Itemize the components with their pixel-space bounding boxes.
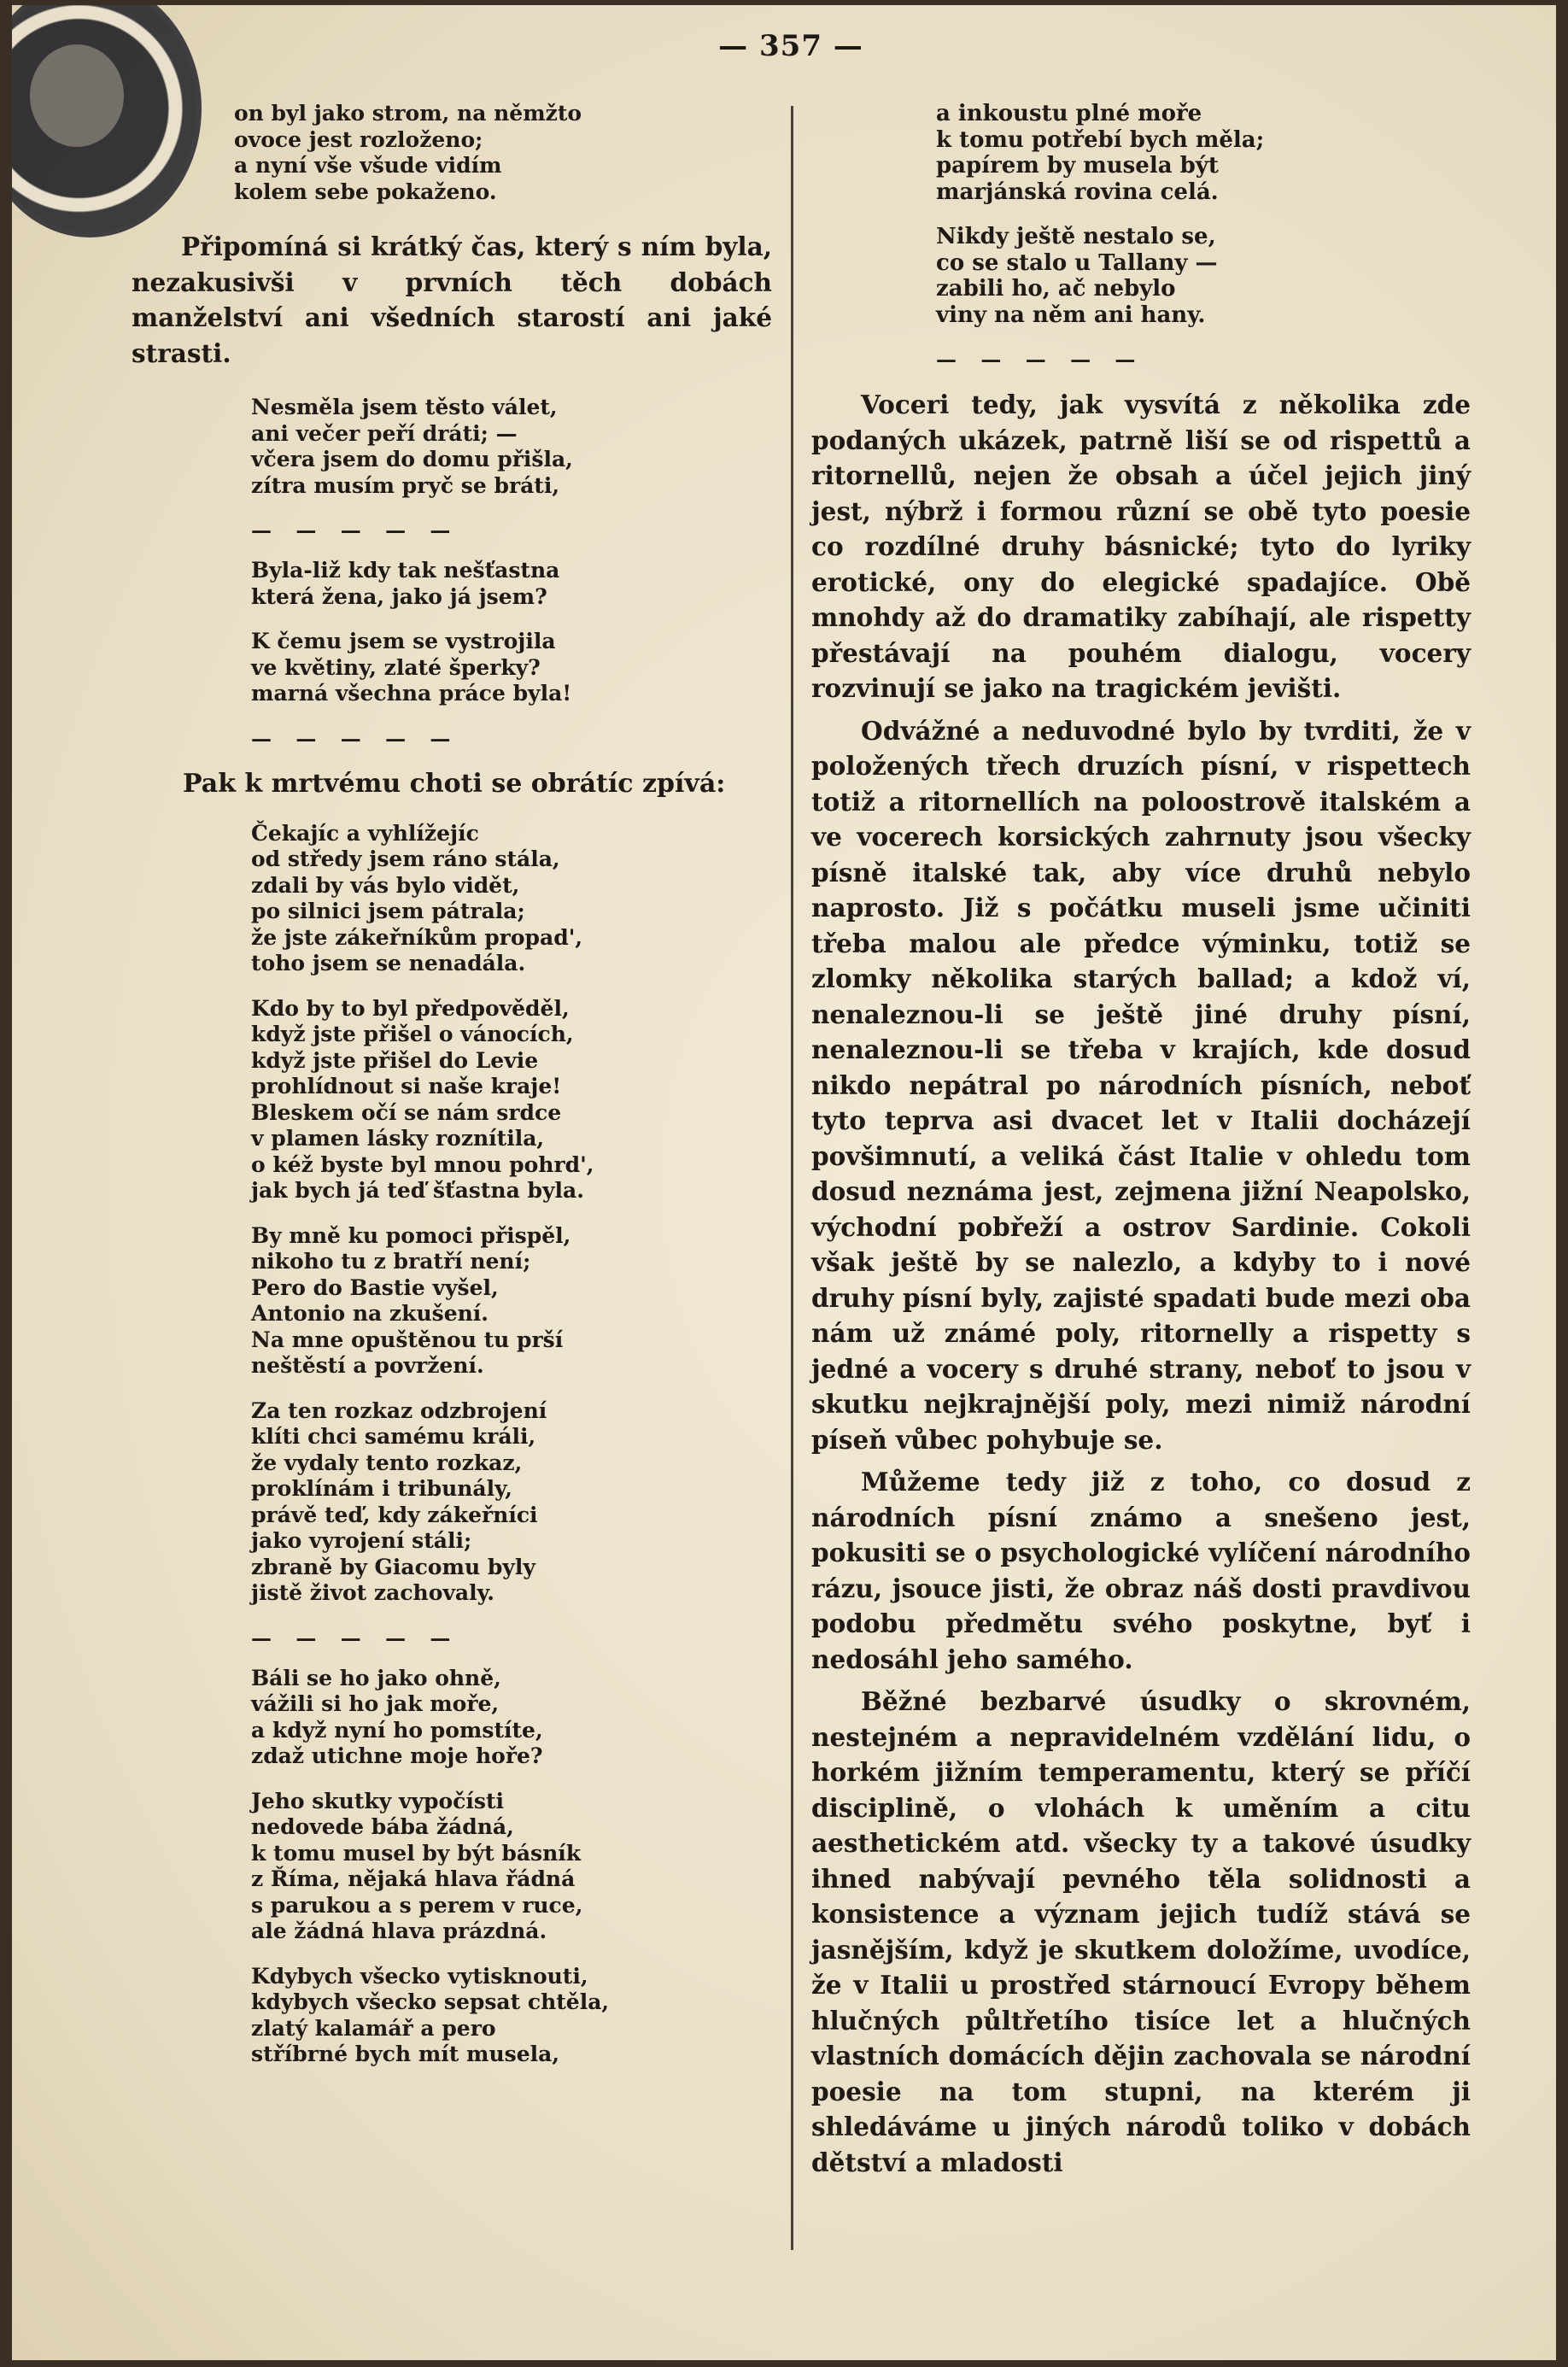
verse-line: Kdybych všecko vytisknouti, bbox=[251, 1963, 588, 1989]
dash-separator: — — — — — bbox=[936, 347, 1144, 372]
verse-line: Čekajíc a vyhlížejíc bbox=[251, 820, 479, 846]
verse-line: Nikdy ještě nestalo se, bbox=[936, 224, 1216, 249]
verse-line: k tomu potřebí bych měla; bbox=[936, 126, 1265, 153]
verse-line: zdali by vás bylo vidět, bbox=[251, 872, 520, 898]
verse-line: ve květiny, zlaté šperky? bbox=[251, 654, 541, 680]
verse-stanza bbox=[251, 821, 772, 977]
prose-paragraph: Můžeme tedy již z toho, co dosud z národních písní známo a snešeno jest, pokusiti se o psychologické vylíčení národního rázu, jsouce jisti, že obraz náš dosti pravdivou podobu předmětu svého poskytne, byť i nedosáhl jeho samého. bbox=[811, 1467, 1471, 1674]
verse-line: zlatý kalamář a pero bbox=[251, 2015, 496, 2041]
verse-line: co se stalo u Tallany — bbox=[936, 249, 1218, 276]
verse-line: Báli se ho jako ohně, bbox=[251, 1665, 501, 1690]
verse-stanza bbox=[251, 1666, 772, 1770]
verse-line: zabili ho, ač nebylo bbox=[936, 276, 1176, 302]
verse-line: a nyní vše všude vidím bbox=[234, 153, 502, 178]
verse-line: včera jsem do domu přišla, bbox=[251, 447, 573, 472]
verse-line: když jste přišel do Levie bbox=[251, 1047, 539, 1073]
verse-line: Pero do Bastie vyšel, bbox=[251, 1274, 499, 1300]
verse-line: a inkoustu plné moře bbox=[936, 101, 1202, 126]
verse-line: Na mne opuštěnou tu prší bbox=[251, 1327, 564, 1352]
verse-line: marjánská rovina celá. bbox=[936, 179, 1219, 205]
verse-line: marná všechna práce byla! bbox=[251, 681, 572, 706]
verse-line: Kdo by to byl předpověděl, bbox=[251, 995, 570, 1021]
verse-line: nikoho tu z bratří není; bbox=[251, 1249, 531, 1274]
left-column bbox=[132, 101, 772, 2087]
dash-separator: — — — — — bbox=[251, 1625, 459, 1650]
column-divider bbox=[791, 106, 793, 2250]
verse-stanza bbox=[251, 395, 772, 499]
verse-line: že jste zákeřníkům propad', bbox=[251, 924, 583, 950]
verse-line: Bleskem očí se nám srdce bbox=[251, 1099, 562, 1125]
verse-stanza bbox=[234, 101, 772, 205]
verse-line: Antonio na zkušení. bbox=[251, 1301, 489, 1326]
verse-line: Za ten rozkaz odzbrojení bbox=[251, 1397, 547, 1423]
verse-line: K čemu jsem se vystrojila bbox=[251, 629, 556, 653]
verse-line: k tomu musel by být básník bbox=[251, 1840, 582, 1866]
verse-line: vážili si ho jak moře, bbox=[251, 1691, 500, 1716]
verse-stanza bbox=[251, 996, 772, 1204]
verse-line: Byla-liž kdy tak nešťastna bbox=[251, 558, 560, 583]
verse-line: ale žádná hlava prázdná. bbox=[251, 1919, 547, 1943]
page-number: — 357 — bbox=[718, 29, 863, 63]
verse-line: právě teď, kdy zákeřníci bbox=[251, 1502, 538, 1527]
verse-line: jistě život zachovaly. bbox=[251, 1580, 494, 1605]
verse-line: s parukou a s perem v ruce, bbox=[251, 1892, 583, 1918]
verse-stanza bbox=[251, 1398, 772, 1607]
verse-line: o kéž byste byl mnou pohrd', bbox=[251, 1151, 594, 1177]
verse-line: a když nyní ho pomstíte, bbox=[251, 1717, 543, 1743]
dash-separator: — — — — — bbox=[251, 725, 459, 751]
verse-line: Nesměla jsem těsto válet, bbox=[251, 395, 558, 419]
prose-paragraph: Voceri tedy, jak vysvítá z několika zde podaných ukázek, patrně liší se od rispettů a ritornellů, nejen že obsah a účel jejich jiný jest, nýbrž i formou různí se obě tyto poesie co rozdílné druhy básnické; tyto do lyriky erotické, ony do elegické spadajíce. Obě mnohdy až do dramatiky zabíhají, ale rispetty přestávají na pouhém dialogu, vocery rozvinují se jako na tragickém jevišti. bbox=[811, 390, 1471, 703]
verse-line: ani večer peří dráti; — bbox=[251, 420, 518, 446]
library-stamp bbox=[12, 5, 202, 237]
verse-line: kolem sebe pokaženo. bbox=[234, 179, 497, 204]
prose-intro: Pak k mrtvému choti se obrátíc zpívá: bbox=[183, 768, 726, 799]
verse-stanza bbox=[251, 1964, 772, 2068]
verse-line: zbraně by Giacomu byly bbox=[251, 1554, 535, 1579]
verse-line: viny na něm ani hany. bbox=[936, 302, 1206, 328]
dash-separator: — — — — — bbox=[251, 518, 459, 542]
verse-line: stříbrné bych mít musela, bbox=[251, 2042, 560, 2066]
verse-line: v plamen lásky roznítila, bbox=[251, 1126, 545, 1151]
verse-line: neštěstí a povržení. bbox=[251, 1353, 484, 1378]
verse-line: nedovede bába žádná, bbox=[251, 1814, 514, 1839]
verse-line: Jeho skutky vypočísti bbox=[251, 1788, 505, 1813]
verse-line: jako vyrojení stáli; bbox=[251, 1528, 472, 1553]
verse-line: proklínám i tribunály, bbox=[251, 1476, 512, 1501]
verse-line: že vydaly tento rozkaz, bbox=[251, 1450, 523, 1475]
verse-stanza bbox=[251, 629, 772, 707]
verse-line: kdybych všecko sepsat chtěla, bbox=[251, 1989, 610, 2014]
verse-line: z Říma, nějaká hlava řádná bbox=[251, 1866, 576, 1891]
verse-line: prohlídnout si naše kraje! bbox=[251, 1074, 562, 1099]
verse-line: on byl jako strom, na němžto bbox=[234, 101, 582, 126]
verse-line: ovoce jest rozloženo; bbox=[234, 126, 483, 152]
prose-paragraph: Běžné bezbarvé úsudky o skrovném, nestejném a nepravidelném vzdělání lidu, o horkém jižním temperamentu, který se příčí disciplině, o vlohách k uměním a citu aesthetickém atd. všecky ty a takové úsudky ihned nabývají pevného těla solidnosti a konsistence a význam jejich tudíž stává se jasnějším, když je skutkem doložíme, uvodíce, že v Italii u prostřed stárnoucí Evropy během hlučných půltřetího tisíce let a hlučných vlastních domácích dějin zachovala se národní poesie na tom stupni, na kterém ji shledáváme u jiných národů toliko v dobách dětství a mladosti bbox=[811, 1686, 1471, 2177]
verse-line: když jste přišel o vánocích, bbox=[251, 1022, 574, 1046]
verse-line: toho jsem se nenadála. bbox=[251, 951, 526, 976]
right-column bbox=[811, 101, 1471, 2187]
verse-line: jak bych já teď šťastna byla. bbox=[251, 1178, 584, 1203]
verse-line: po silnici jsem pátrala; bbox=[251, 899, 525, 923]
verse-line: zítra musím pryč se bráti, bbox=[251, 472, 560, 498]
verse-stanza bbox=[251, 1223, 772, 1380]
verse-line: papírem by musela být bbox=[936, 153, 1219, 179]
prose-paragraph: Odvážné a neduvodné bylo by tvrditi, že v položených třech druzích písní, v rispettech totiž a ritornellích na poloostrově italském a ve vocerech korsických zahrnuty jsou všecky písně italské tak, aby více druhů nebylo naprosto. Již s počátku museli jsme učiniti třeba malou ale předce výminku, totiž se zlomky několika starých ballad; a kdož ví, nenaleznou-li se ještě jiné druhy písní, nenaleznou-li se třeba v krajích, kde dosud nikdo nepátral po národních písních, neboť tyto teprva asi dvacet let v Italii docházejí povšimnutí, a veliká část Italie v ohledu tom dosud neznáma jest, zejmena jižní Neapolsko, východní pobřeží a ostrov Sardinie. Cokoli však ještě by se nalezlo, a kdyby to i nové druhy písní byly, zajisté spadati bude mezi oba nám už známé poly, ritornelly a rispetty s jedné a vocery s druhé strany, neboť to jsou v skutku nejkrajnější poly, mezi nimiž národní píseň vůbec pohybuje se. bbox=[811, 715, 1471, 1455]
verse-line: která žena, jako já jsem? bbox=[251, 583, 547, 609]
verse-stanza bbox=[936, 224, 1471, 328]
verse-line: zdaž utichne moje hoře? bbox=[251, 1743, 543, 1768]
verse-stanza bbox=[251, 558, 772, 610]
verse-stanza bbox=[251, 1789, 772, 1945]
prose-paragraph: Připomíná si krátký čas, který s ním byla, nezakusivši v prvních těch dobách manželství ani všedních starostí ani jaké strasti. bbox=[132, 231, 772, 368]
verse-line: klíti chci samému králi, bbox=[251, 1424, 536, 1449]
verse-line: od středy jsem ráno stála, bbox=[251, 847, 560, 871]
verse-stanza bbox=[936, 101, 1471, 205]
verse-line: By mně ku pomoci přispěl, bbox=[251, 1222, 571, 1248]
scanned-page bbox=[12, 5, 1556, 2360]
